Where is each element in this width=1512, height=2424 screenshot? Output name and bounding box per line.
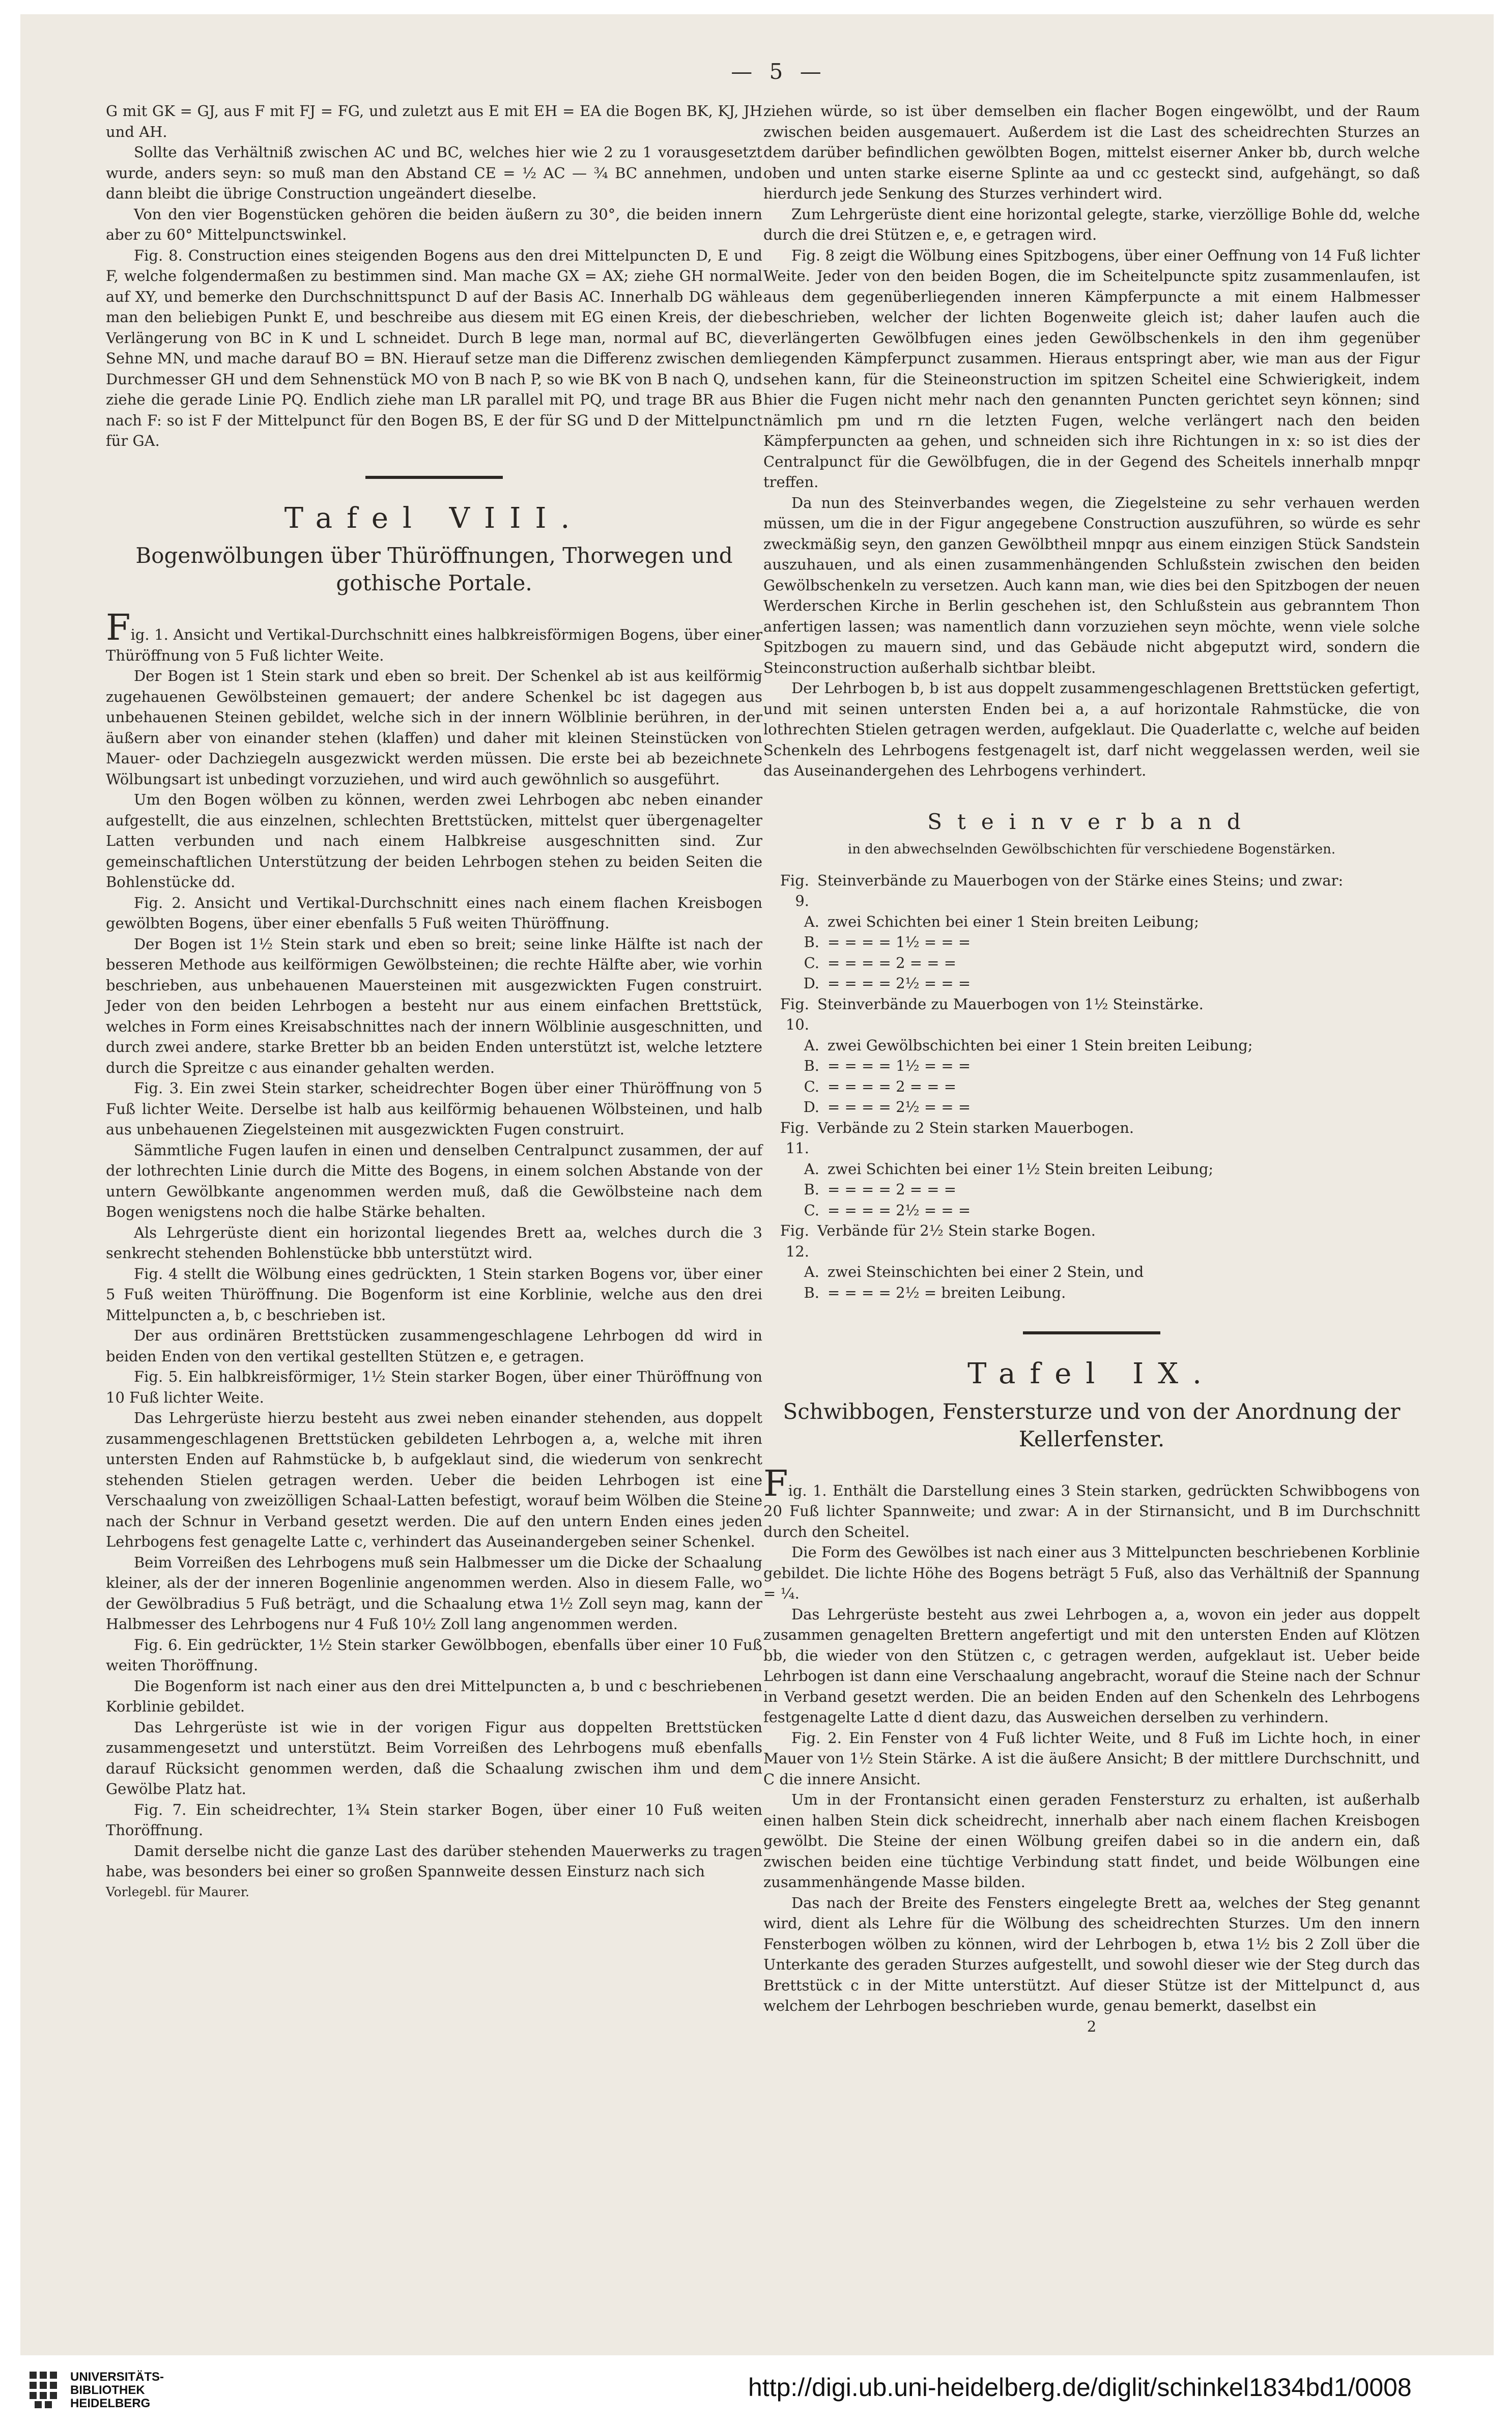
figure-list-text: zwei Steinschichten bei einer 2 Stein, und [828, 1263, 1144, 1280]
paragraph: Um den Bogen wölben zu können, werden zwei Lehrbogen abc neben einander aufgestellt, die aus einzelnen, schlechten Brettstücken, mittelst quer übergenagelter Latten verbunden und nach einem Halbkreise ausgeschnitten sind. Zur gemeinschaftlichen Unterstützung der beiden Lehrbogen stehen zu beiden Seiten die Bohlenstücke dd. [106, 791, 762, 891]
figure-list-text: = = = = 2½ = breiten Leibung. [828, 1284, 1066, 1301]
paragraph: Als Lehrgerüste dient ein horizontal liegendes Brett aa, welches durch die 3 senkrecht stehenden Bohlenstücke bbb unterstützt wird. [106, 1223, 762, 1262]
figure-list-text: = = = = 2½ = = = [828, 975, 971, 992]
figure-list-item [763, 1200, 1420, 1221]
paragraph: Zum Lehrgerüste dient eine horizontal gelegte, starke, vierzöllige Bohle dd, welche durch die drei Stützen e, e, e getragen wird. [763, 205, 1420, 243]
figure-list-item [763, 994, 1420, 1035]
library-logo-icon [27, 2370, 59, 2409]
paragraph: Das nach der Breite des Fensters eingelegte Brett aa, welches der Steg genannt wird, dient als Lehre für die Wölbung des scheidrechten Sturzes. Um den innern Fensterbogen wölben zu können, wird der Lehrbogen b, etwa 1½ bis 2 Zoll über die Unterkante des geraden Sturzes aufgestellt, und sowohl dieser wie der Steg durch das Brettstück c in der Mitte unterstützt. Auf dieser Stütze ist der Mittelpunct d, aus welchem der Lehrbogen beschrieben wurde, genau bemerkt, daselbst ein [763, 1894, 1420, 2014]
plate-subtitle-viii: Bogenwölbungen über Thüröffnungen, Thorwegen und gothische Portale. [135, 543, 733, 595]
figure-list-label: B. [804, 1284, 819, 1301]
figure-list-item [763, 1220, 1420, 1262]
right-column [763, 101, 1420, 2037]
plate-title-viii: Tafel VIII. [284, 501, 584, 535]
figure-list-text: Steinverbände zu Mauerbogen von 1½ Steinstärke. [817, 995, 1204, 1013]
first-paragraph-text: ig. 1. Ansicht und Vertikal-Durchschnitt eines halbkreisförmigen Bogens, über einer Thüröffnung von 5 Fuß lichter Weite. [106, 626, 762, 664]
scanned-page [20, 14, 1494, 2355]
figure-list-item [763, 1118, 1420, 1159]
left-column [106, 101, 762, 1902]
paragraph: Das Lehrgerüste hierzu besteht aus zwei neben einander stehenden, aus doppelt zusammengeschlagenen Brettstücken gebildeten Lehrbogen a, a, welche mit ihren untersten Enden auf Rahmstücke b, b aufgeklaut sind, die wiederum von senkrecht stehenden Stielen getragen werden. Ueber die beiden Lehrbogen ist eine Verschaalung von zweizölligen Schaal-Latten befestigt, worauf beim Wölben die Steine nach der Schnur in Verband gesetzt werden. Die auf den untern Enden eines jeden Lehrbogens fest genagelte Latte c, verhindert das Auseinandergeben seiner Schenkel. [106, 1409, 762, 1550]
section-rule [1023, 1331, 1160, 1334]
figure-list-label: A. [804, 1036, 819, 1054]
paragraph: Die Bogenform ist nach einer aus den drei Mittelpuncten a, b und c beschriebenen Korblinie gebildet. [106, 1677, 762, 1715]
figure-list-label: A. [804, 912, 819, 930]
figure-list-label: D. [803, 975, 819, 992]
figure-list-text: zwei Schichten bei einer 1½ Stein breiten Leibung; [828, 1160, 1214, 1178]
paragraph: Fig. 7. Ein scheidrechter, 1¾ Stein starker Bogen, über einer 10 Fuß weiten Thoröffnung. [106, 1801, 762, 1839]
figure-list-text: = = = = 2 = = = [828, 1181, 957, 1198]
figure-list-label: Fig. 10. [780, 995, 809, 1033]
page-number: — 5 — [731, 59, 826, 84]
figure-list-item [763, 953, 1420, 974]
figure-list-item [763, 1282, 1420, 1303]
library-name-line: BIBLIOTHEK [70, 2383, 145, 2397]
right-top-text [763, 101, 1420, 781]
drop-initial: F [763, 1462, 788, 1504]
figure-list-item [763, 1076, 1420, 1097]
paragraph: Da nun des Steinverbandes wegen, die Ziegelsteine zu sehr verhauen werden müssen, um die in der Figur angegebene Construction auszuführen, so würde es sehr zweckmäßig seyn, den ganzen Gewölbtheil mnpqr aus einem einzigen Stück Sandstein auszuhauen, und als einen zusammenhängenden Schlußstein zwischen den beiden Gewölbschenkeln zu versetzen. Auch kann man, wie dies bei den Spitzbogen der neuen Werderschen Kirche in Berlin geschehen ist, den Schlußstein aus gebranntem Thon anfertigen lassen; was namentlich dann vorzuziehen seyn möchte, wenn viele solche Spitzbogen zu mauern sind, und das Gebäude nicht abgeputzt wird, sondern die Steinconstruction außerhalb sichtbar bleibt. [763, 494, 1420, 676]
figure-list-item [763, 1097, 1420, 1118]
paragraph: Sämmtliche Fugen laufen in einen und denselben Centralpunct zusammen, der auf der lothrechten Linie durch die Mitte des Bogens, in einem solchen Abstande von der untern Gewölbkante angenommen werden muß, daß die Gewölbsteine nach dem Bogen wenigstens noch die halbe Stärke behalten. [106, 1141, 762, 1220]
figure-list-item [763, 1262, 1420, 1282]
first-paragraph [763, 1462, 1420, 1543]
paragraph: Fig. 5. Ein halbkreisförmiger, 1½ Stein starker Bogen, über einer Thüröffnung von 10 Fuß lichter Weite. [106, 1368, 762, 1406]
figure-list-label: Fig. 12. [780, 1222, 809, 1260]
paragraph: Beim Vorreißen des Lehrbogens muß sein Halbmesser um die Dicke der Schaalung kleiner, als der der inneren Bogenlinie angenommen werden. Also in diesem Falle, wo der Gewölbradius 5 Fuß beträgt, und die Schaalung etwa 1½ Zoll seyn mag, kann der Halbmesser des Lehrbogens nur 4 Fuß 10½ Zoll lang angenommen werden. [106, 1553, 762, 1633]
library-name-line: UNIVERSITÄTS- [70, 2370, 164, 2384]
library-footer [20, 2355, 1494, 2424]
figure-list-item [763, 1035, 1420, 1056]
library-name-line: HEIDELBERG [70, 2397, 151, 2410]
figure-list-text: = = = = 2½ = = = [828, 1201, 971, 1219]
left-body-text [106, 666, 762, 1882]
figure-list-text: Verbände zu 2 Stein starken Mauerbogen. [817, 1119, 1134, 1136]
paragraph: Der aus ordinären Brettstücken zusammengeschlagene Lehrbogen dd wird in beiden Enden von den vertikal gestellten Stützen e, e getragen. [106, 1327, 762, 1365]
figure-list-label: D. [803, 1098, 819, 1116]
paragraph: Sollte das Verhältniß zwischen AC und BC, welches hier wie 2 zu 1 vorausgesetzt wurde, anders seyn: so muß man den Abstand CE = ½ AC — ¾ BC annehmen, und dann bleibt die übrige Construction ungeändert dieselbe. [106, 144, 762, 202]
first-paragraph [106, 607, 762, 666]
figure-list-label: B. [804, 1057, 819, 1074]
figure-list [763, 870, 1420, 1303]
left-top-text [106, 101, 762, 451]
paragraph: Fig. 3. Ein zwei Stein starker, scheidrechter Bogen über einer Thüröffnung von 5 Fuß lichter Weite. Derselbe ist halb aus keilförmig behauenen Wölbsteinen, und halb aus unbehauenen Ziegelsteinen mit ausgezwickten Fugen construirt. [106, 1079, 762, 1138]
figure-list-text: zwei Gewölbschichten bei einer 1 Stein breiten Leibung; [828, 1036, 1253, 1054]
figure-list-item [763, 1179, 1420, 1200]
figure-list-label: B. [804, 1181, 819, 1198]
right-body-text [763, 1542, 1420, 2016]
paragraph: Die Form des Gewölbes ist nach einer aus 3 Mittelpuncten beschriebenen Korblinie gebildet. Die lichte Höhe des Bogens beträgt 5 Fuß, also das Verhältniß der Spannung = ¼. [763, 1544, 1420, 1602]
figure-list-label: Fig. 11. [780, 1119, 809, 1157]
paragraph: Das Lehrgerüste besteht aus zwei Lehrbogen a, a, wovon ein jeder aus doppelt zusammen genagelten Brettern angefertigt und mit den untersten Enden auf Klötzen bb, die wieder von den Stützen c, c getragen werden, aufgeklaut ist. Ueber beide Lehrbogen ist dann eine Verschaalung angebracht, worauf die Steine nach der Schnur in Verband gesetzt werden. Die an beiden Enden auf den Schenkeln des Lehrbogens festgenagelte Latte d dient dazu, das Ausweichen derselben zu verhindern. [763, 1605, 1420, 1726]
figure-list-label: C. [804, 954, 819, 972]
paragraph: Fig. 4 stellt die Wölbung eines gedrückten, 1 Stein starken Bogens vor, über einer 5 Fuß weiten Thüröffnung. Die Bogenform ist eine Korblinie, welche aus den drei Mittelpuncten a, b, c beschrieben ist. [106, 1265, 762, 1324]
signature-mark: Vorlegebl. für Maurer. [106, 1884, 249, 1899]
figure-list-text: Verbände für 2½ Stein starke Bogen. [817, 1222, 1096, 1239]
paragraph: Der Bogen ist 1 Stein stark und eben so breit. Der Schenkel ab ist aus keilförmig zugehauenen Gewölbsteinen gemauert; der andere Schenkel bc ist dagegen aus unbehauenen Steinen gebildet, welche sich in der innern Wölblinie berühren, in der äußern aber von einander stehen (klaffen) und daher mit kleinen Steinstücken von Mauer- oder Dachziegeln ausgezwickt werden müssen. Die erste bei ab bezeichnete Wölbungsart ist unbedingt vorzuziehen, und wird auch gewöhnlich so ausgeführt. [106, 667, 762, 788]
drop-initial: F [106, 607, 131, 648]
figure-list-text: = = = = 1½ = = = [828, 1057, 971, 1074]
paragraph: Das Lehrgerüste ist wie in der vorigen Figur aus doppelten Brettstücken zusammengesetzt und unterstützt. Beim Vorreißen des Lehrbogens muß ebenfalls darauf Rücksicht genommen werden, daß die Schaalung zwischen ihm und dem Gewölbe Platz hat. [106, 1718, 762, 1798]
section-rule [365, 476, 503, 479]
figure-list-text: = = = = 2½ = = = [828, 1098, 971, 1116]
paragraph: ziehen würde, so ist über demselben ein flacher Bogen eingewölbt, und der Raum zwischen beiden ausgemauert. Außerdem ist die Last des scheidrechten Sturzes an dem darüber befindlichen gewölbten Bogen, mittelst eiserner Anker bb, durch welche oben und unten starke eiserne Splinte aa und cc gesteckt sind, aufgehängt, so daß hierdurch jede Senkung des Sturzes verhindert wird. [763, 102, 1420, 202]
figure-list-text: = = = = 2 = = = [828, 1077, 957, 1095]
paragraph: Der Bogen ist 1½ Stein stark und eben so breit; seine linke Hälfte ist nach der besseren Methode aus keilförmigen Gewölbsteinen; die rechte Hälfte aber, wie vorhin beschrieben, aus unbehauenen Mauersteinen mit ausgezwickten Fugen construirt. Jeder von den beiden Lehrbogen a besteht nur aus einem einfachen Brettstück, welches in Form eines Kreisabschnittes nach der innern Wölblinie ausgeschnitten, und durch zwei andere, starke Bretter bb an beiden Enden unterstützt ist, welche letztere durch die Spreitze c aus einander gehalten werden. [106, 935, 762, 1076]
paragraph: Fig. 8. Construction eines steigenden Bogens aus den drei Mittelpuncten D, E und F, welche folgendermaßen zu bestimmen sind. Man mache GX = AX; ziehe GH normal auf XY, und bemerke den Durchschnittspunct D auf der Basis AC. Innerhalb DG wähle man den beliebigen Punkt E, und beschreibe aus diesem mit EG einen Kreis, der die Verlängerung von BC in K und L schneidet. Durch B lege man, normal auf BC, die Sehne MN, und mache darauf BO = BN. Hierauf setze man die Differenz zwischen dem Durchmesser GH und dem Sehnenstück MO von B nach P, so wie BK von B nach Q, und ziehe die gerade Linie PQ. Endlich ziehe man LR parallel mit PQ, und trage BR aus B nach F: so ist F der Mittelpunct für den Bogen BS, E der für SG und D der Mittelpunct für GA. [106, 246, 762, 449]
figure-list-label: C. [804, 1201, 819, 1219]
figure-list-text: = = = = 2 = = = [828, 954, 957, 972]
paragraph: Damit derselbe nicht die ganze Last des darüber stehenden Mauerwerks zu tragen habe, was besonders bei einer so großen Spannweite dessen Einsturz nach sich [106, 1842, 762, 1880]
first-paragraph-text: ig. 1. Enthält die Darstellung eines 3 Stein starken, gedrückten Schwibbogens von 20 Fuß lichter Spannweite; und zwar: A in der Stirnansicht, und B im Durchschnitt durch den Scheitel. [763, 1481, 1420, 1541]
figure-list-text: = = = = 1½ = = = [828, 933, 971, 951]
plate-subtitle-ix: Schwibbogen, Fenstersturze und von der Anordnung der Kellerfenster. [783, 1399, 1401, 1451]
figure-list-text: zwei Schichten bei einer 1 Stein breiten Leibung; [828, 912, 1200, 930]
figure-list-item [763, 1056, 1420, 1076]
figure-list-label: A. [804, 1263, 819, 1280]
figure-list-label: A. [804, 1160, 819, 1178]
figure-list-item [763, 911, 1420, 932]
signature-mark: 2 [1087, 2017, 1097, 2035]
paragraph: Fig. 2. Ein Fenster von 4 Fuß lichter Weite, und 8 Fuß im Lichte hoch, in einer Mauer von 1½ Stein Stärke. A ist die äußere Ansicht; B der mittlere Durchschnitt, und C die innere Ansicht. [763, 1729, 1420, 1788]
figure-list-text: Steinverbände zu Mauerbogen von der Stärke eines Steins; und zwar: [817, 871, 1344, 889]
section-subheading: in den abwechselnden Gewölbschichten für verschiedene Bogenstärken. [847, 842, 1336, 857]
plate-title-ix: Tafel IX. [967, 1357, 1216, 1390]
section-heading-steinverband: Steinverband [927, 809, 1256, 834]
paragraph: G mit GK = GJ, aus F mit FJ = FG, und zuletzt aus E mit EH = EA die Bogen BK, KJ, JH und AH. [106, 102, 762, 140]
paragraph: Um in der Frontansicht einen geraden Fenstersturz zu erhalten, ist außerhalb einen halben Stein dick scheidrecht, innerhalb aber nach einem flachen Kreisbogen gewölbt. Die Steine der einen Wölbung greifen dabei so in die andern ein, daß zwischen beiden eine tüchtige Verbindung statt findet, und beide Wölbungen eine zusammenhängende Masse bilden. [763, 1791, 1420, 1891]
figure-list-label: C. [804, 1077, 819, 1095]
figure-list-item [763, 870, 1420, 911]
figure-list-item [763, 932, 1420, 953]
paragraph: Fig. 2. Ansicht und Vertikal-Durchschnitt eines nach einem flachen Kreisbogen gewölbten Bogens, über einer ebenfalls 5 Fuß weiten Thüröffnung. [106, 894, 762, 932]
paragraph: Fig. 8 zeigt die Wölbung eines Spitzbogens, über einer Oeffnung von 14 Fuß lichter Weite. Jeder von den beiden Bogen, die im Scheitelpuncte spitz zusammenlaufen, ist aus dem gegenüberliegenden inneren Kämpferpuncte a mit einem Halbmesser beschrieben, welcher der lichten Bogenweite gleich ist; daher laufen auch die verlängerten Gewölbfugen eines jeden Gewölbschenkels in den ihm gegenüber liegenden Kämpferpunct zusammen. Hieraus entspringt aber, wie man aus der Figur sehen kann, für die Steineonstruction im spitzen Scheitel eine Schwierigkeit, indem hier die Fugen nicht mehr nach den genannten Puncten gerichtet seyn können; sind nämlich pm und rn die letzten Fugen, welche verlängert nach den beiden Kämpferpuncten aa gehen, und schneiden sich ihre Richtungen in x: so ist dies der Centralpunct für die Gewölbfugen, die in der Gegend des Scheitels innerhalb mnpqr treffen. [763, 246, 1420, 491]
figure-list-item [763, 1159, 1420, 1180]
figure-list-item [763, 973, 1420, 994]
paragraph: Fig. 6. Ein gedrückter, 1½ Stein starker Gewölbbogen, ebenfalls über einer 10 Fuß weiten Thoröffnung. [106, 1636, 762, 1674]
library-name [70, 2371, 164, 2410]
figure-list-label: B. [804, 933, 819, 951]
paragraph: Der Lehrbogen b, b ist aus doppelt zusammengeschlagenen Brettstücken gefertigt, und mit seinen untersten Enden bei a, a auf horizontale Rahmstücke, die von lothrechten Stielen getragen werden, aufgeklaut. Die Quaderlatte c, welche auf beiden Schenkeln des Lehrbogens festgenagelt ist, darf nicht weggelassen werden, weil sie das Auseinandergehen des Lehrbogens verhindert. [763, 679, 1420, 779]
figure-list-label: Fig. 9. [780, 871, 809, 909]
source-url[interactable]: http://digi.ub.uni-heidelberg.de/diglit/schinkel1834bd1/0008 [748, 2373, 1412, 2402]
paragraph: Von den vier Bogenstücken gehören die beiden äußern zu 30°, die beiden innern aber zu 60° Mittelpunctswinkel. [106, 205, 762, 243]
